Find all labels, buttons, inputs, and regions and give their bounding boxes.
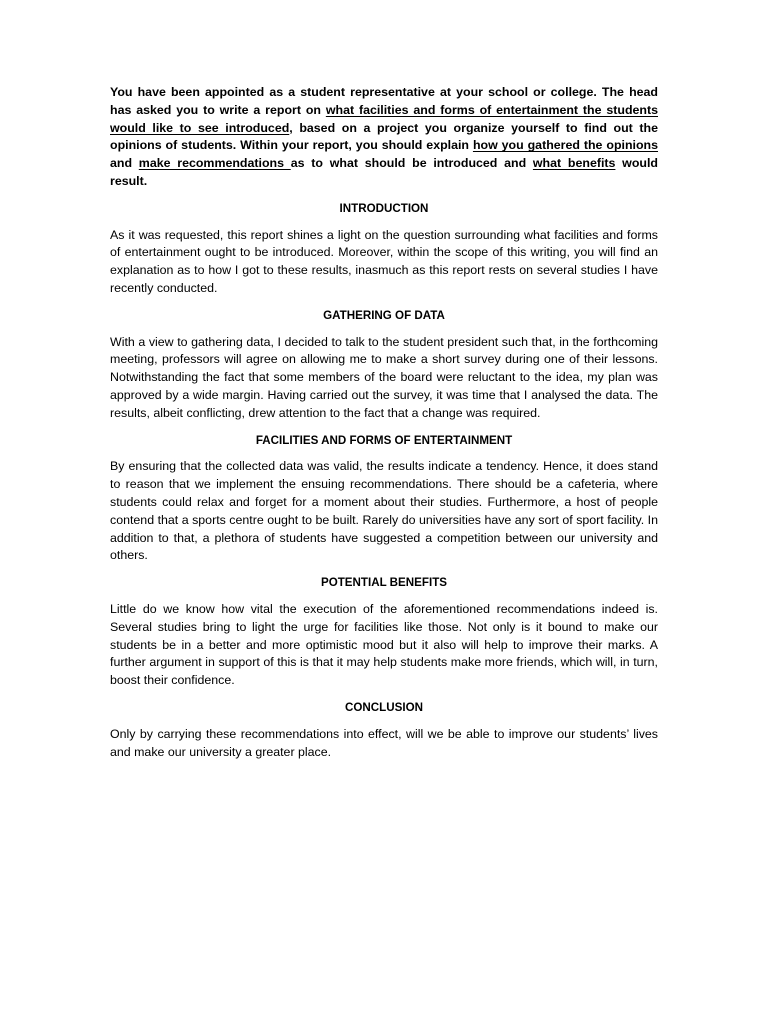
heading-potential-benefits: POTENTIAL BENEFITS — [320, 576, 448, 590]
prompt-text-4: as to what should be introduced and — [290, 156, 533, 171]
paragraph-facilities: By ensuring that the collected data was valid, the results indicate a tendency. Hence, it does stand to reason that we implement the ensuing recommendations. There should be a cafeteria, where students could relax and forget for a moment about their studies. Furthermore, a host of people contend that a sports centre ought to be built. Rarely do universities have any sort of sport facility. In addition to that, a plethora of students have suggested a competition between our university and others. — [110, 459, 658, 563]
heading-gathering-of-data: GATHERING OF DATA — [323, 308, 445, 322]
paragraph-introduction: As it was requested, this report shines a light on the question surrounding what facilities and forms of entertainment ought to be introduced. Moreover, within the scope of this writing, you will find an explanation as to how I got to these results, inasmuch as this report rests on several studies I have recently conducted. — [110, 227, 658, 295]
prompt-text-2: , based on a project you organize yourself to find out the opinions of students. Within your report, you should explain — [110, 120, 659, 153]
prompt-text-1: You have been appointed as a student representative at your school or college. The head has asked you to write a report on — [110, 85, 658, 117]
heading-facilities: FACILITIES AND FORMS OF ENTERTAINMENT — [255, 433, 513, 447]
prompt-underline-opinions: how you gathered the opinions — [472, 138, 659, 153]
heading-introduction: INTRODUCTION — [339, 201, 429, 215]
prompt-text-5: would result. — [110, 156, 658, 188]
heading-conclusion: CONCLUSION — [345, 700, 423, 714]
task-prompt — [110, 84, 658, 191]
document-page — [110, 84, 658, 770]
paragraph-gathering-of-data: With a view to gathering data, I decided to talk to the student president such that, in the forthcoming meeting, professors will agree on allowing me to make a short survey during one of their lessons. Notwithstanding the fact that some members of the board were reluctant to the idea, my plan was approved by a wide margin. Having carried out the survey, it was time that I analysed the data. The results, albeit conflicting, drew attention to the fact that a change was required. — [110, 334, 658, 420]
prompt-underline-recommendations: make recommendations — [138, 156, 291, 171]
prompt-text-3: and — [110, 156, 139, 171]
prompt-underline-benefits: what benefits — [532, 156, 616, 171]
prompt-underline-facilities: what facilities and forms of entertainment the students would like to see introduced — [110, 102, 658, 135]
paragraph-conclusion: Only by carrying these recommendations into effect, will we be able to improve our students’ lives and make our university a greater place. — [110, 726, 658, 759]
paragraph-potential-benefits: Little do we know how vital the execution of the aforementioned recommendations indeed is. Several studies bring to light the urge for facilities like those. Not only is it bound to make our students be in a better and more optimistic mood but it also will help to improve their marks. A further argument in support of this is that it may help students make more friends, which will, in turn, boost their confidence. — [110, 601, 658, 688]
